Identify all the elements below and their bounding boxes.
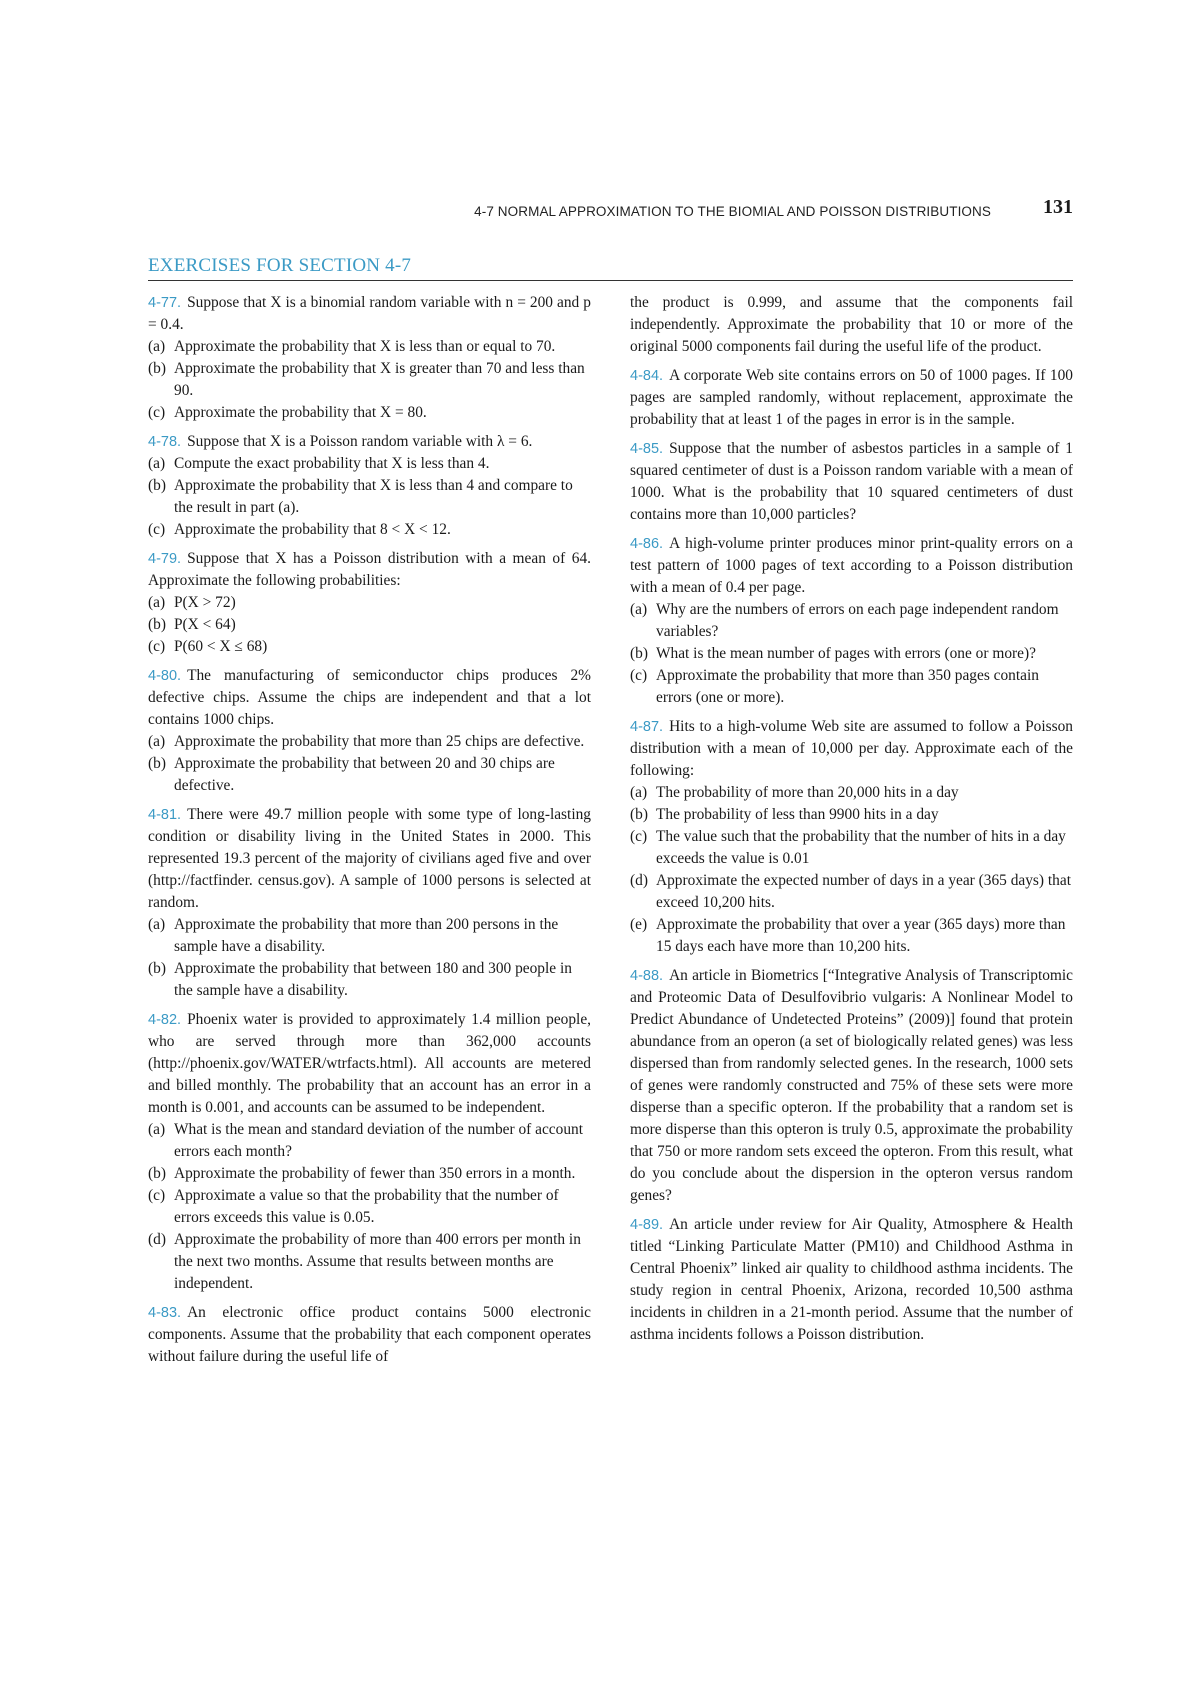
exercise-text: A high-volume printer produces minor print-quality errors on a test pattern of 1000 pages of text according to a Poisson distribution with a mean of 0.4 per page.: [630, 535, 1073, 596]
exercise-part: [630, 599, 1073, 643]
part-text: Approximate the probability that more than 200 persons in the sample have a disability.: [174, 916, 559, 955]
exercise-part: [148, 592, 591, 614]
exercise-text: An article under review for Air Quality, Atmosphere & Health titled “Linking Particulate Matter (PM10) and Childhood Asthma in Central Phoenix” linked air quality to childhood asthma incidents. The study region in central Phoenix, Arizona, recorded 10,500 asthma incidents in children in a 21-month period. Assume that the number of asthma incidents follows a Poisson distribution.: [630, 1216, 1073, 1343]
part-label: (b): [148, 616, 166, 633]
exercise-part: [148, 519, 591, 541]
part-label: (b): [148, 1165, 166, 1182]
part-text: Approximate the probability that between 180 and 300 people in the sample have a disability.: [174, 960, 572, 999]
exercise-4-85: [630, 438, 1073, 526]
part-label: (c): [148, 1187, 166, 1204]
part-label: (d): [630, 872, 648, 889]
exercise-part: [148, 636, 591, 658]
exercise-text: The manufacturing of semiconductor chips produces 2% defective chips. Assume the chips are independent and that a lot contains 1000 chips.: [148, 667, 591, 728]
exercise-4-83-continued: [630, 292, 1073, 358]
exercise-text: An article in Biometrics [“Integrative Analysis of Transcriptomic and Proteomic Data of Desulfovibrio vulgaris: A Nonlinear Model to Predict Abundance of Undetected Proteins” (2009)] found that protein abundance from an operon (a set of biologically related genes) was less dispersed than from randomly selected genes. In the research, 1000 sets of genes were randomly constructed and 75% of these sets were more disperse than a specific opteron. If the probability that a random set is more disperse than this opteron is truly 0.5, approximate the probability that 750 or more random sets exceed the opteron. From this result, what do you conclude about the dispersion in the opteron versus random genes?: [630, 967, 1073, 1204]
part-text: Approximate a value so that the probability that the number of errors exceeds this value is 0.05.: [174, 1187, 559, 1226]
part-text: Approximate the probability that X = 80.: [174, 404, 427, 421]
part-label: (e): [630, 916, 648, 933]
exercise-number: 4-87.: [630, 719, 664, 735]
left-column: [148, 292, 591, 1375]
part-label: (b): [148, 477, 166, 494]
exercise-number: 4-79.: [148, 551, 182, 567]
running-head: 4-7 NORMAL APPROXIMATION TO THE BIOMIAL AND POISSON DISTRIBUTIONS: [474, 204, 991, 219]
exercise-number: 4-86.: [630, 536, 664, 552]
exercise-text-continued: the product is 0.999, and assume that the components fail independently. Approximate the probability that 10 or more of the original 5000 components fail during the useful life of the product.: [630, 294, 1073, 355]
part-text: P(X > 72): [174, 594, 236, 611]
exercise-number: 4-88.: [630, 968, 664, 984]
exercise-part: [148, 1163, 591, 1185]
part-label: (a): [148, 733, 166, 750]
exercise-part: [148, 958, 591, 1002]
exercise-4-82: [148, 1009, 591, 1295]
exercise-part: [148, 336, 591, 358]
part-text: P(60 < X ≤ 68): [174, 638, 268, 655]
exercise-number: 4-85.: [630, 441, 664, 457]
part-label: (a): [630, 601, 648, 618]
exercise-number: 4-77.: [148, 295, 182, 311]
exercise-text: Suppose that X is a binomial random variable with n = 200 and p = 0.4.: [148, 294, 591, 333]
part-label: (b): [630, 806, 648, 823]
exercise-text: Suppose that X is a Poisson random variable with λ = 6.: [187, 433, 533, 450]
exercise-part: [148, 1119, 591, 1163]
exercise-number: 4-81.: [148, 807, 182, 823]
exercise-part: [148, 731, 591, 753]
exercise-4-84: [630, 365, 1073, 431]
part-label: (b): [148, 960, 166, 977]
part-text: Approximate the probability that over a year (365 days) more than 15 days each have more than 10,200 hits.: [656, 916, 1066, 955]
part-text: Approximate the probability that X is less than or equal to 70.: [174, 338, 556, 355]
exercise-4-87: [630, 716, 1073, 958]
exercise-part: [630, 782, 1073, 804]
exercise-text: Hits to a high-volume Web site are assumed to follow a Poisson distribution with a mean of 10,000 per day. Approximate each of the following:: [630, 718, 1073, 779]
exercise-4-78: [148, 431, 591, 541]
right-column: [630, 292, 1073, 1353]
exercise-part: [630, 826, 1073, 870]
exercise-text: Suppose that X has a Poisson distribution with a mean of 64. Approximate the following probabilities:: [148, 550, 591, 589]
exercise-number: 4-83.: [148, 1305, 182, 1321]
exercise-4-89: [630, 1214, 1073, 1346]
exercise-part: [148, 753, 591, 797]
exercise-number: 4-89.: [630, 1217, 664, 1233]
exercise-text: An electronic office product contains 5000 electronic components. Assume that the probability that each component operates without failure during the useful life of: [148, 1304, 591, 1365]
part-label: (c): [148, 521, 166, 538]
exercise-4-80: [148, 665, 591, 797]
exercise-text: There were 49.7 million people with some type of long-lasting condition or disability living in the United States in 2000. This represented 19.3 percent of the majority of civilians aged five and over (http://factfinder. census.gov). A sample of 1000 persons is selected at random.: [148, 806, 591, 911]
exercise-part: [630, 665, 1073, 709]
part-label: (c): [148, 638, 166, 655]
exercise-part: [148, 1185, 591, 1229]
part-label: (a): [148, 594, 166, 611]
exercise-4-79: [148, 548, 591, 658]
part-label: (c): [630, 828, 648, 845]
part-text: What is the mean number of pages with errors (one or more)?: [656, 645, 1036, 662]
exercise-number: 4-80.: [148, 668, 182, 684]
part-label: (b): [148, 360, 166, 377]
page-number: 131: [1043, 196, 1073, 218]
exercise-number: 4-84.: [630, 368, 664, 384]
part-text: P(X < 64): [174, 616, 236, 633]
exercise-4-83: [148, 1302, 591, 1368]
part-text: Approximate the probability that X is greater than 70 and less than 90.: [174, 360, 585, 399]
page-header: [148, 196, 1073, 224]
part-text: The probability of more than 20,000 hits in a day: [656, 784, 959, 801]
exercise-4-77: [148, 292, 591, 424]
exercise-4-81: [148, 804, 591, 1002]
exercise-part: [148, 402, 591, 424]
exercise-part: [148, 358, 591, 402]
part-text: Approximate the probability that 8 < X < 12.: [174, 521, 451, 538]
part-text: Approximate the probability that between 20 and 30 chips are defective.: [174, 755, 555, 794]
exercise-part: [630, 643, 1073, 665]
part-text: The probability of less than 9900 hits in a day: [656, 806, 939, 823]
part-label: (b): [630, 645, 648, 662]
section-rule: [148, 280, 1073, 281]
exercise-part: [630, 804, 1073, 826]
exercise-part: [148, 475, 591, 519]
exercise-number: 4-78.: [148, 434, 182, 450]
part-label: (c): [148, 404, 166, 421]
part-text: Approximate the probability of more than 400 errors per month in the next two months. Assume that results between months are independent.: [174, 1231, 581, 1292]
exercise-part: [630, 914, 1073, 958]
part-text: Approximate the probability that X is less than 4 and compare to the result in part (a).: [174, 477, 573, 516]
part-text: What is the mean and standard deviation of the number of account errors each month?: [174, 1121, 583, 1160]
exercise-text: A corporate Web site contains errors on 50 of 1000 pages. If 100 pages are sampled randomly, without replacement, approximate the probability that at least 1 of the pages in error is in the sample.: [630, 367, 1073, 428]
part-text: Why are the numbers of errors on each page independent random variables?: [656, 601, 1059, 640]
part-text: Approximate the probability that more than 350 pages contain errors (one or more).: [656, 667, 1039, 706]
part-text: Approximate the expected number of days in a year (365 days) that exceed 10,200 hits.: [656, 872, 1071, 911]
part-label: (a): [148, 916, 166, 933]
exercise-4-86: [630, 533, 1073, 709]
exercise-text: Phoenix water is provided to approximately 1.4 million people, who are served through more than 362,000 accounts (http://phoenix.gov/WATER/wtrfacts.html). All accounts are metered and billed monthly. The probability that an account has an error in a month is 0.001, and accounts can be assumed to be independent.: [148, 1011, 591, 1116]
part-label: (a): [148, 455, 166, 472]
exercise-4-88: [630, 965, 1073, 1207]
part-text: Approximate the probability that more than 25 chips are defective.: [174, 733, 585, 750]
exercise-part: [148, 614, 591, 636]
part-text: Compute the exact probability that X is less than 4.: [174, 455, 490, 472]
part-label: (d): [148, 1231, 166, 1248]
exercise-part: [148, 1229, 591, 1295]
part-label: (c): [630, 667, 648, 684]
exercise-part: [630, 870, 1073, 914]
part-text: Approximate the probability of fewer than 350 errors in a month.: [174, 1165, 576, 1182]
part-label: (a): [630, 784, 648, 801]
section-title: EXERCISES FOR SECTION 4-7: [148, 255, 412, 276]
part-label: (a): [148, 1121, 166, 1138]
exercise-number: 4-82.: [148, 1012, 182, 1028]
exercise-part: [148, 453, 591, 475]
part-label: (b): [148, 755, 166, 772]
exercise-part: [148, 914, 591, 958]
part-label: (a): [148, 338, 166, 355]
exercise-text: Suppose that the number of asbestos particles in a sample of 1 squared centimeter of dust is a Poisson random variable with a mean of 1000. What is the probability that 10 squared centimeters of dust contains more than 10,000 particles?: [630, 440, 1073, 523]
part-text: The value such that the probability that the number of hits in a day exceeds the value is 0.01: [656, 828, 1066, 867]
